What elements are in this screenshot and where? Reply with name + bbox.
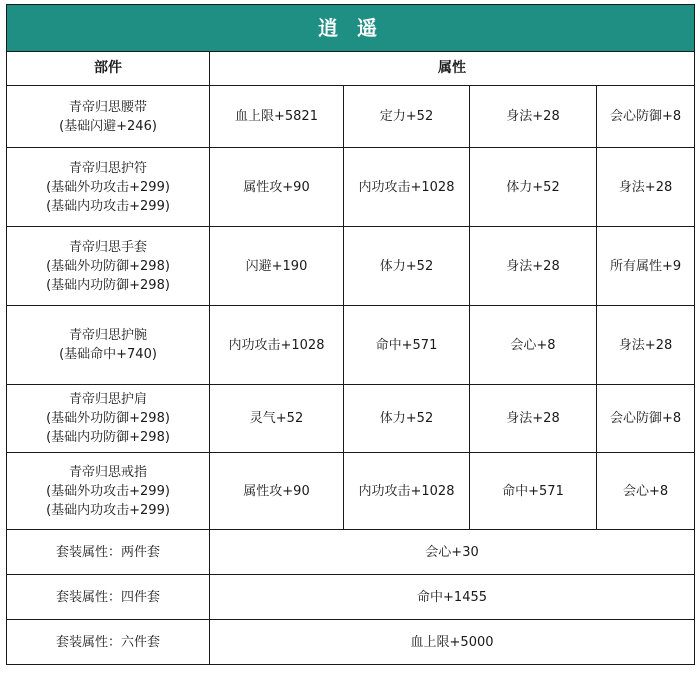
table-row — [7, 385, 695, 453]
item-base-stat: (基础外功攻击+299) — [46, 483, 170, 499]
table-row — [7, 86, 695, 148]
item-name-cell — [7, 453, 210, 530]
set-bonus-label: 套装属性：两件套 — [7, 530, 210, 575]
table-row — [7, 453, 695, 530]
attribute-cell: 会心防御+8 — [597, 385, 695, 453]
attribute-cell: 内功攻击+1028 — [344, 148, 470, 227]
attribute-cell: 身法+28 — [470, 86, 597, 148]
item-name: 青帝归思戒指 — [68, 464, 147, 480]
attribute-cell: 命中+571 — [470, 453, 597, 530]
item-name: 青帝归思护肩 — [68, 392, 147, 407]
header-row — [7, 52, 695, 86]
attribute-cell: 属性攻+90 — [210, 148, 344, 227]
set-bonus-label: 套装属性：四件套 — [7, 575, 210, 620]
item-base-stat: (基础内功防御+298) — [46, 277, 170, 293]
attribute-cell: 身法+28 — [597, 306, 695, 385]
set-bonus-value: 会心+30 — [210, 530, 695, 575]
attribute-cell: 身法+28 — [470, 385, 597, 453]
set-bonus-value: 血上限+5000 — [210, 620, 695, 665]
item-base-stat: (基础内功攻击+299) — [46, 198, 170, 214]
item-base-stat: (基础外功防御+298) — [46, 411, 170, 426]
table-title: 逍 遥 — [7, 5, 695, 52]
item-base-stat: (基础外功防御+298) — [46, 258, 170, 274]
gear-attribute-table — [6, 4, 695, 665]
set-bonus-row — [7, 530, 695, 575]
item-name: 青帝归思护符 — [68, 160, 147, 176]
attribute-cell: 内功攻击+1028 — [344, 453, 470, 530]
attribute-cell: 定力+52 — [344, 86, 470, 148]
attribute-cell: 会心+8 — [597, 453, 695, 530]
attribute-cell: 体力+52 — [344, 385, 470, 453]
attribute-cell: 身法+28 — [597, 148, 695, 227]
item-base-stat: (基础闪避+246) — [59, 118, 157, 134]
attribute-cell: 体力+52 — [344, 227, 470, 306]
item-name: 青帝归思手套 — [68, 239, 147, 255]
header-part: 部件 — [7, 52, 210, 86]
item-name: 青帝归思腰带 — [68, 99, 147, 115]
item-name: 青帝归思护腕 — [68, 328, 147, 343]
attribute-cell: 属性攻+90 — [210, 453, 344, 530]
set-bonus-row — [7, 575, 695, 620]
attribute-cell: 身法+28 — [470, 227, 597, 306]
set-bonus-row — [7, 620, 695, 665]
item-base-stat: (基础命中+740) — [59, 347, 157, 362]
item-name-cell — [7, 86, 210, 148]
item-name-cell — [7, 385, 210, 453]
attribute-cell: 所有属性+9 — [597, 227, 695, 306]
item-name-cell — [7, 227, 210, 306]
item-name-cell — [7, 148, 210, 227]
set-bonus-value: 命中+1455 — [210, 575, 695, 620]
attribute-cell: 血上限+5821 — [210, 86, 344, 148]
table-row — [7, 148, 695, 227]
attribute-cell: 体力+52 — [470, 148, 597, 227]
attribute-cell: 内功攻击+1028 — [210, 306, 344, 385]
table-row — [7, 227, 695, 306]
item-base-stat: (基础外功攻击+299) — [46, 179, 170, 195]
set-bonus-label: 套装属性：六件套 — [7, 620, 210, 665]
item-name-cell — [7, 306, 210, 385]
attribute-cell: 灵气+52 — [210, 385, 344, 453]
attribute-cell: 会心+8 — [470, 306, 597, 385]
item-base-stat: (基础内功防御+298) — [46, 430, 170, 445]
attribute-cell: 命中+571 — [344, 306, 470, 385]
attribute-cell: 会心防御+8 — [597, 86, 695, 148]
title-row — [7, 5, 695, 52]
item-base-stat: (基础内功攻击+299) — [46, 502, 170, 518]
table-row — [7, 306, 695, 385]
header-attributes: 属性 — [210, 52, 695, 86]
attribute-cell: 闪避+190 — [210, 227, 344, 306]
